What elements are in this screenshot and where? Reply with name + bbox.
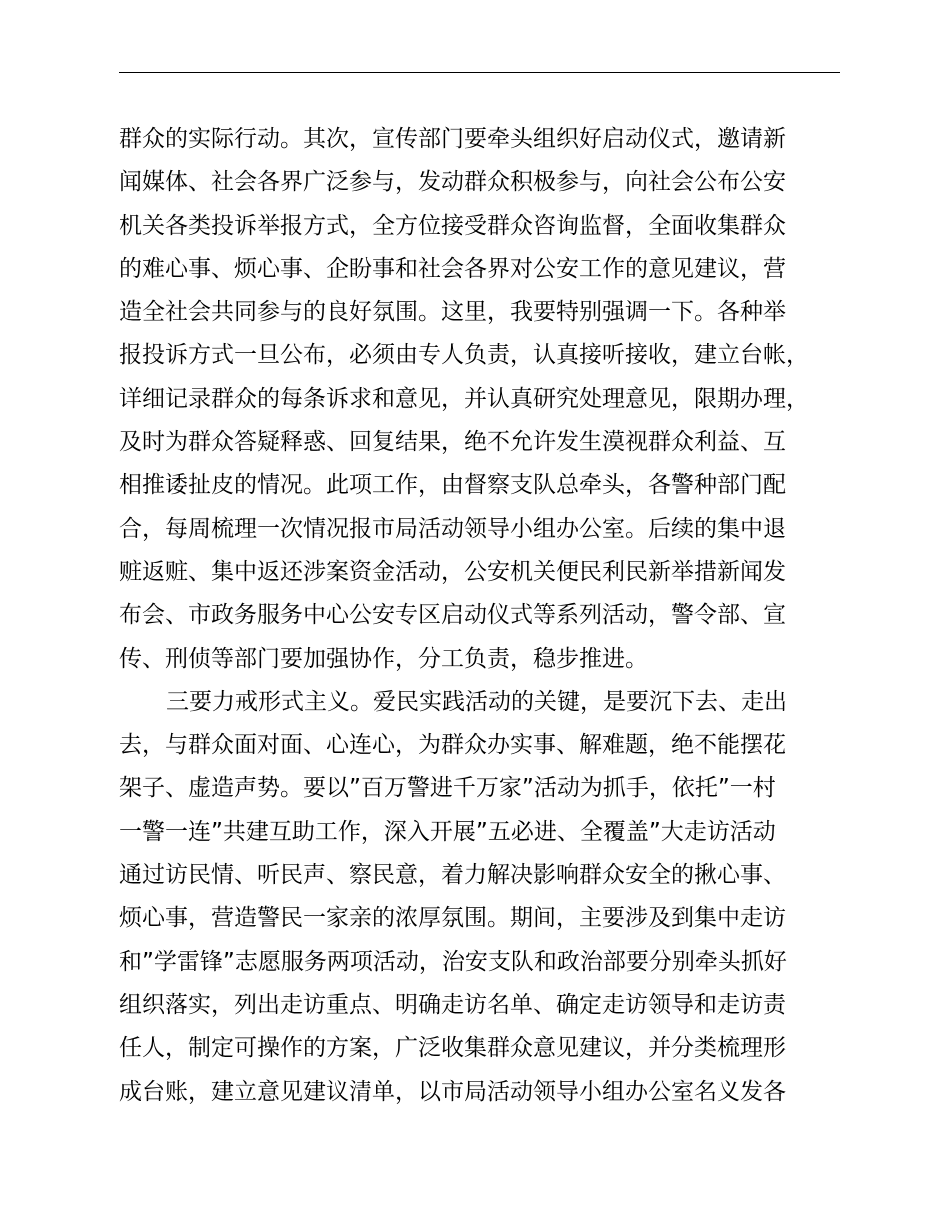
text-line: 报投诉方式一旦公布，必须由专人负责，认真接听接收，建立台帐， xyxy=(119,342,809,369)
text-line: 机关各类投诉举报方式，全方位接受群众咨询监督，全面收集群众 xyxy=(119,212,786,239)
text-line: 赃返赃、集中返还涉案资金活动，公安机关便民利民新举措新闻发 xyxy=(119,558,786,585)
text-line: 闻媒体、社会各界广泛参与，发动群众积极参与，向社会公布公安 xyxy=(119,169,786,196)
text-line: 传、刑侦等部门要加强协作，分工负责，稳步推进。 xyxy=(119,645,648,672)
paragraph-start-line: 三要力戒形式主义。爱民实践活动的关键，是要沉下去、走出 xyxy=(166,688,787,715)
text-line: 和”学雷锋”志愿服务两项活动，治安支队和政治部要分别牵头抓好 xyxy=(119,948,787,975)
text-line: 架子、虚造声势。要以”百万警进千万家”活动为抓手，依托”一村 xyxy=(119,775,776,802)
header-rule xyxy=(119,72,840,73)
text-line: 一警一连”共建互助工作，深入开展”五必进、全覆盖”大走访活动 xyxy=(119,818,776,845)
text-line: 布会、市政务服务中心公安专区启动仪式等系列活动，警令部、宣 xyxy=(119,602,786,629)
text-line: 任人，制定可操作的方案，广泛收集群众意见建议，并分类梳理形 xyxy=(119,1035,786,1062)
text-line: 群众的实际行动。其次，宣传部门要牵头组织好启动仪式，邀请新 xyxy=(119,126,786,152)
text-line: 烦心事，营造警民一家亲的浓厚氛围。期间，主要涉及到集中走访 xyxy=(119,905,786,932)
text-line: 去，与群众面对面、心连心，为群众办实事、解难题，绝不能摆花 xyxy=(119,732,786,759)
text-line: 及时为群众答疑释惑、回复结果，绝不允许发生漠视群众利益、互 xyxy=(119,429,786,456)
text-line: 造全社会共同参与的良好氛围。这里，我要特别强调一下。各种举 xyxy=(119,299,786,326)
document-body xyxy=(119,118,859,1114)
text-line: 通过访民情、听民声、察民意，着力解决影响群众安全的揪心事、 xyxy=(119,862,786,889)
text-line: 合，每周梳理一次情况报市局活动领导小组办公室。后续的集中退 xyxy=(119,515,786,542)
text-line: 详细记录群众的每条诉求和意见，并认真研究处理意见，限期办理， xyxy=(119,385,809,412)
text-line: 成台账，建立意见建议清单，以市局活动领导小组办公室名义发各 xyxy=(119,1078,786,1105)
text-line: 组织落实，列出走访重点、明确走访名单、确定走访领导和走访责 xyxy=(119,991,786,1018)
text-line: 相推诿扯皮的情况。此项工作，由督察支队总牵头，各警种部门配 xyxy=(119,472,786,499)
text-line: 的难心事、烦心事、企盼事和社会各界对公安工作的意见建议，营 xyxy=(119,255,786,282)
